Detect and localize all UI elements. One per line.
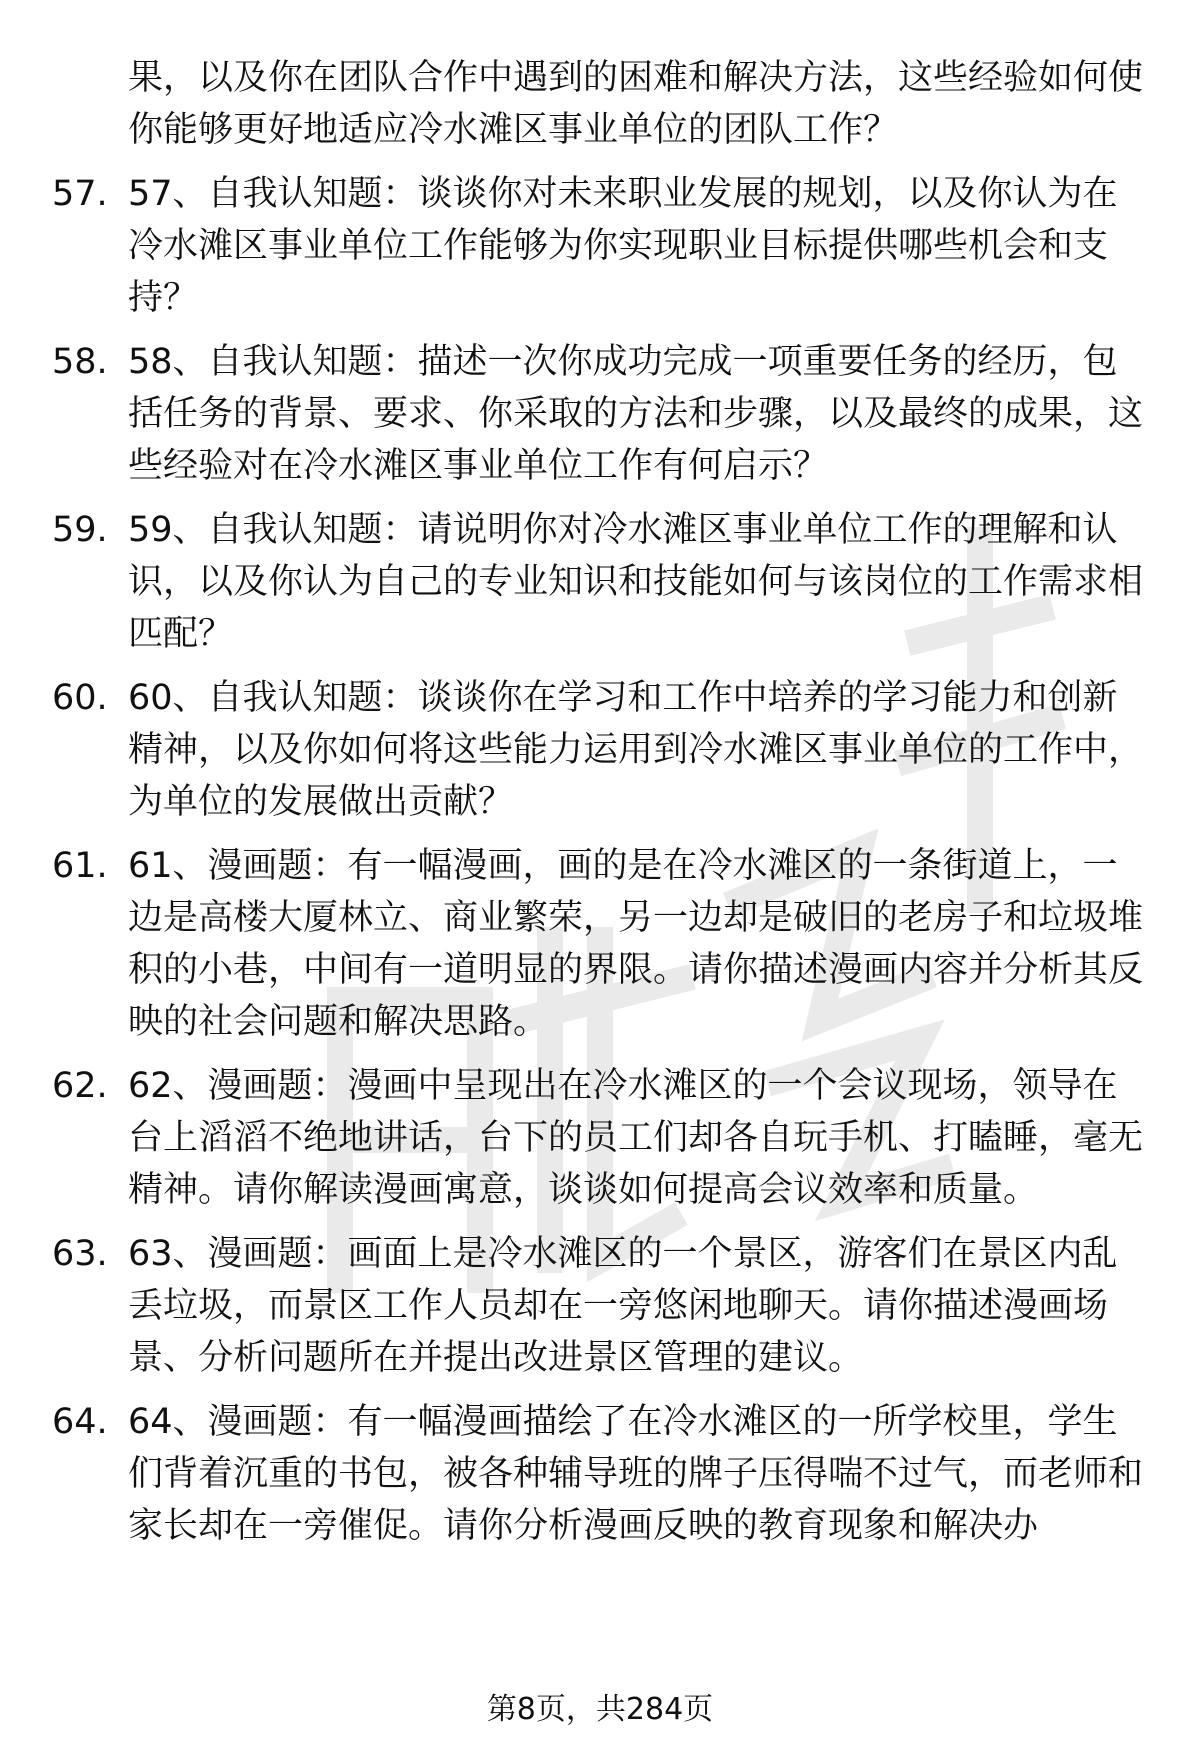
list-item (52, 840, 1148, 1048)
list-item-number: 60. (52, 678, 108, 718)
list-item (52, 336, 1148, 492)
list-item-text: 57、自我认知题：谈谈你对未来职业发展的规划，以及你认为在冷水滩区事业单位工作能够为你实现职业目标提供哪些机会和支持？ (128, 174, 1118, 318)
list-item-number: 57. (52, 174, 108, 214)
list-item-text: 64、漫画题：有一幅漫画描绘了在冷水滩区的一所学校里，学生们背着沉重的书包，被各种辅导班的牌子压得喘不过气，而老师和家长却在一旁催促。请你分析漫画反映的教育现象和解决办 (128, 1402, 1144, 1546)
list-item (52, 1228, 1148, 1384)
list-item (52, 672, 1148, 828)
list-item-number: 64. (52, 1402, 108, 1442)
list-item-text: 59、自我认知题：请说明你对冷水滩区事业单位工作的理解和认识，以及你认为自己的专业知识和技能如何与该岗位的工作需求相匹配？ (128, 510, 1144, 654)
list-item-number: 63. (52, 1234, 108, 1274)
list-item (52, 504, 1148, 660)
page-footer: 第8页，共284页 (486, 1692, 714, 1727)
list-item-text: 63、漫画题：画面上是冷水滩区的一个景区，游客们在景区内乱丢垃圾，而景区工作人员却在一旁悠闲地聊天。请你描述漫画场景、分析问题所在并提出改进景区管理的建议。 (128, 1234, 1118, 1378)
continuation-paragraph: 果，以及你在团队合作中遇到的困难和解决方法，这些经验如何使你能够更好地适应冷水滩区事业单位的团队工作？ (128, 58, 1144, 150)
list-item-number: 59. (52, 510, 108, 550)
list-item-number: 62. (52, 1066, 108, 1106)
list-item-number: 61. (52, 846, 108, 886)
list-item (52, 168, 1148, 324)
list-item-number: 58. (52, 342, 108, 382)
list-item-text: 60、自我认知题：谈谈你在学习和工作中培养的学习能力和创新精神，以及你如何将这些能力运用到冷水滩区事业单位的工作中，为单位的发展做出贡献？ (128, 678, 1144, 822)
list-item-text: 62、漫画题：漫画中呈现出在冷水滩区的一个会议现场，领导在台上滔滔不绝地讲话，台下的员工们却各自玩手机、打瞌睡，毫无精神。请你解读漫画寓意，谈谈如何提高会议效率和质量。 (128, 1066, 1144, 1210)
list-item-text: 58、自我认知题：描述一次你成功完成一项重要任务的经历，包括任务的背景、要求、你采取的方法和步骤，以及最终的成果，这些经验对在冷水滩区事业单位工作有何启示？ (128, 342, 1144, 486)
list-item (52, 1060, 1148, 1216)
list-item-text: 61、漫画题：有一幅漫画，画的是在冷水滩区的一条街道上，一边是高楼大厦林立、商业繁荣，另一边却是破旧的老房子和垃圾堆积的小巷，中间有一道明显的界限。请你描述漫画内容并分析其反映的社会问题和解决思路。 (128, 846, 1144, 1042)
list-item (52, 1396, 1148, 1552)
